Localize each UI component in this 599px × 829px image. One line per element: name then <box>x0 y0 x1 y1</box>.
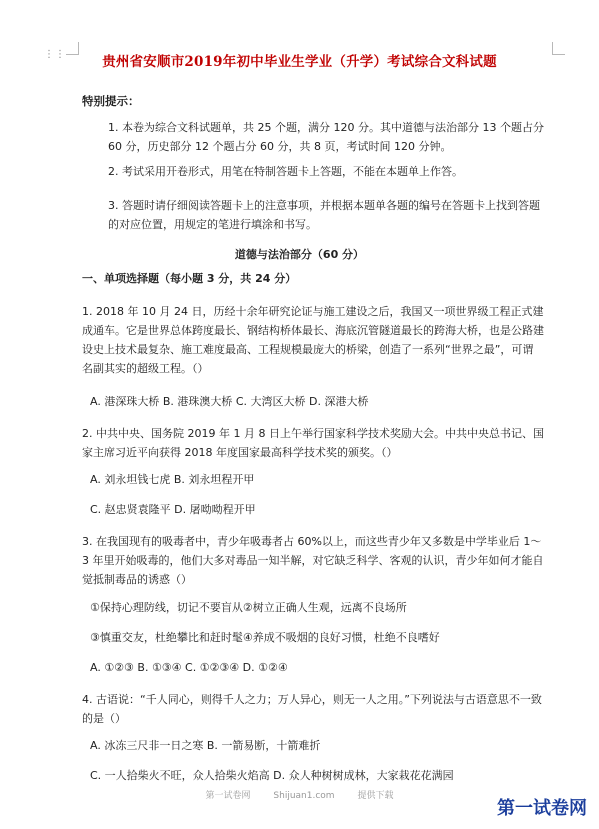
question-3-statements-34: ③慎重交友，杜绝攀比和赶时髦④养成不吸烟的良好习惯，杜绝不良嗜好 <box>90 631 440 644</box>
notice-item-2: 2. 考试采用开卷形式，用笔在特制答题卡上答题，不能在本题单上作答。 <box>108 165 463 178</box>
question-2-options-cd: C. 赵忠贤袁隆平 D. 屠呦呦程开甲 <box>90 503 256 516</box>
question-4-options-ab: A. 冰冻三尺非一日之寒 B. 一箭易断，十箭难折 <box>90 739 321 752</box>
footer-site-name: 第一试卷网 <box>205 791 251 801</box>
question-3-options: A. ①②③ B. ①③④ C. ①②③④ D. ①②④ <box>90 661 288 674</box>
document-title: 贵州省安顺市2019年初中毕业生学业（升学）考试综合文科试题 <box>102 54 497 70</box>
question-3-stem: 3. 在我国现有的吸毒者中，青少年吸毒者占 60%以上，而这些青少年又多数是中学毕业后 1～3 年里开始吸毒的，他们大多对毒品一知半解，对它缺乏科学、客观的认识，青少年如何才能自觉抵制毒品的诱惑（） <box>82 535 544 586</box>
part-one-heading: 一、单项选择题（每小题 3 分，共 24 分） <box>82 272 297 285</box>
question-1-stem: 1. 2018 年 10 月 24 日，历经十余年研究论证与施工建设之后，我国又一项世界级工程正式建成通车。它是世界总体跨度最长、钢结构桥体最长、海底沉管隧道最长的跨海大桥，也是公路建设史上技术最复杂、施工难度最高、工程规模最庞大的桥梁，创造了一系列“世界之最”，可谓名副其实的超级工程。（） <box>82 305 544 375</box>
question-3-statements-12: ①保持心理防线，切记不要盲从②树立正确人生观，远离不良场所 <box>90 601 407 614</box>
question-1-options: A. 港深珠大桥 B. 港珠澳大桥 C. 大湾区大桥 D. 深港大桥 <box>90 395 369 408</box>
site-logo: 第一试卷网 <box>497 798 587 819</box>
notice-item-3: 3. 答题时请仔细阅读答题卡上的注意事项，并根据本题单各题的编号在答题卡上找到答题的对应位置，用规定的笔进行填涂和书写。 <box>108 199 540 231</box>
drag-handle-icon[interactable]: ⋮⋮ <box>44 49 66 60</box>
notice-heading: 特别提示： <box>82 94 140 108</box>
question-2-stem: 2. 中共中央、国务院 2019 年 1 月 8 日上午举行国家科学技术奖励大会。中共中央总书记、国家主席习近平向获得 2018 年度国家最高科学技术奖的颁奖。（） <box>82 427 544 459</box>
footer-site-url[interactable]: Shijuan1.com <box>273 791 335 801</box>
question-2-options-ab: A. 刘永坦钱七虎 B. 刘永坦程开甲 <box>90 473 255 486</box>
question-4-stem: 4. 古语说：“千人同心，则得千人之力；万人异心，则无一人之用。”下列说法与古语意思不一致的是（） <box>82 693 542 725</box>
question-4-options-cd: C. 一人拾柴火不旺，众人拾柴火焰高 D. 众人种树树成林，大家栽花花满园 <box>90 769 454 782</box>
notice-item-1: 1. 本卷为综合文科试题单，共 25 个题，满分 120 分。其中道德与法治部分 13 个题占分 60 分，历史部分 12 个题占分 60 分，共 8 页，考试时间 120 分钟。 <box>108 121 544 153</box>
section-title: 道德与法治部分（60 分） <box>234 248 365 261</box>
footer-download-text: 提供下载 <box>357 791 394 801</box>
